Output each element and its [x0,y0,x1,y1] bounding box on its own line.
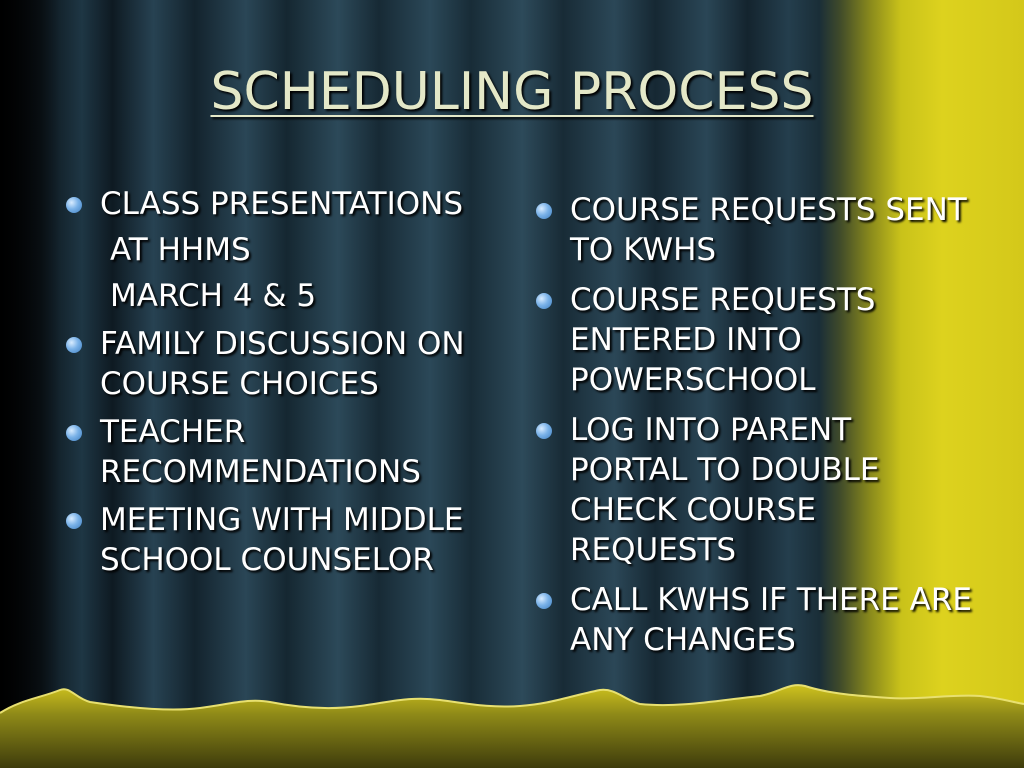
list-item [532,280,972,400]
list-item-continuation [62,276,502,316]
list-item-text: MARCH 4 & 5 [110,278,317,314]
slide-title: SCHEDULING PROCESS [210,62,814,122]
bullet-icon [536,203,552,219]
list-item [532,190,972,270]
list-item [62,500,502,580]
bullet-icon [536,593,552,609]
bullet-icon [536,423,552,439]
list-item-text: LOG INTO PARENT PORTAL TO DOUBLE CHECK COURSE REQUESTS [570,412,880,568]
bullet-icon [536,293,552,309]
right-bullet-list [532,190,972,670]
list-item-text: CALL KWHS IF THERE ARE ANY CHANGES [570,582,972,658]
list-item [62,184,502,224]
bullet-icon [66,513,82,529]
list-item-text: COURSE REQUESTS ENTERED INTO POWERSCHOOL [570,282,876,398]
bullet-icon [66,197,82,213]
list-item [532,580,972,660]
left-bullet-list [62,184,502,588]
list-item-text: CLASS PRESENTATIONS [100,186,463,222]
list-item-text: MEETING WITH MIDDLE SCHOOL COUNSELOR [100,502,464,578]
list-item-text: TEACHER RECOMMENDATIONS [100,414,421,490]
list-item [62,412,502,492]
list-item-text: COURSE REQUESTS SENT TO KWHS [570,192,967,268]
list-item-text: FAMILY DISCUSSION ON COURSE CHOICES [100,326,465,402]
bullet-icon [66,337,82,353]
list-item [532,410,972,570]
bullet-icon [66,425,82,441]
list-item [62,324,502,404]
curtain-fringe [0,668,1024,768]
list-item-continuation [62,230,502,270]
list-item-text: AT HHMS [110,232,251,268]
